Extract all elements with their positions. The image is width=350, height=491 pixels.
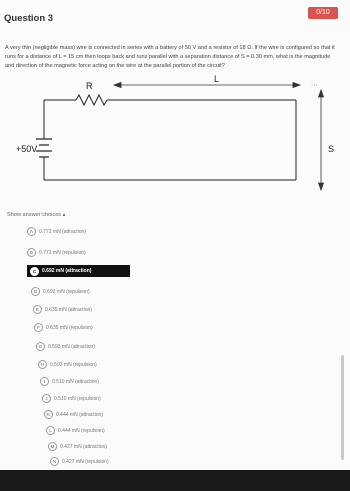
battery-symbol	[36, 135, 52, 163]
choice-text: 0.427 mN (repulsion)	[62, 458, 109, 465]
separation-label: S	[328, 144, 335, 154]
scrollbar[interactable]	[341, 355, 344, 460]
choice-letter-badge: A	[27, 227, 36, 236]
choice-text: 0.772 mN (attraction)	[39, 228, 86, 235]
battery-label: +50V	[16, 144, 38, 154]
answer-choice-i[interactable]	[40, 377, 99, 386]
answer-choice-l[interactable]	[46, 426, 105, 435]
choice-letter-badge: N	[50, 457, 59, 466]
choice-text: 0.593 mN (repulsion)	[50, 361, 97, 368]
answer-choice-h[interactable]	[38, 360, 97, 369]
answer-choice-e[interactable]	[33, 305, 92, 314]
answer-choice-b[interactable]	[27, 248, 86, 257]
choice-text: 0.593 mN (attraction)	[48, 343, 95, 350]
choice-letter-badge: C	[30, 267, 39, 276]
choice-letter-badge: D	[31, 287, 40, 296]
length-arrow	[114, 83, 300, 88]
answer-choice-d[interactable]	[31, 287, 90, 296]
length-label: L	[214, 74, 220, 84]
answer-choice-g[interactable]	[36, 342, 95, 351]
choice-letter-badge: F	[34, 323, 43, 332]
answer-choice-n[interactable]	[50, 457, 109, 466]
choice-text: 0.772 mN (repulsion)	[39, 249, 86, 256]
choice-text: 0.692 mN (attraction)	[42, 268, 92, 274]
choice-letter-badge: H	[38, 360, 47, 369]
dots-label: ···	[311, 82, 318, 89]
answer-choice-f[interactable]	[34, 323, 93, 332]
choice-text: 0.635 mN (repulsion)	[46, 324, 93, 331]
choice-letter-badge: M	[48, 442, 57, 451]
resistor-label: R	[86, 81, 93, 91]
choice-letter-badge: J	[42, 394, 51, 403]
choice-text: 0.510 mN (repulsion)	[54, 395, 101, 402]
separation-arrow	[319, 90, 324, 190]
choice-text: 0.427 mN (attraction)	[60, 443, 107, 450]
choice-text: 0.510 mN (attraction)	[52, 378, 99, 385]
circuit-wires	[44, 95, 296, 180]
question-text: A very thin (negligible mass) wire is connected in series with a battery of 50 V and a resistor of 18 Ω. If the wire is configured so that it runs for a distance of L = 15 cm then loops back and runs parallel with a separation distance of S = 0.30 mm, what is the magnitude and direction of the magnetic force acting on the wire at the parallel portion of the circuit?	[5, 45, 335, 69]
choice-letter-badge: K	[44, 410, 53, 419]
choice-text: 0.444 mN (repulsion)	[58, 427, 105, 434]
choice-text: 0.444 mN (attraction)	[56, 411, 103, 418]
choice-text: 0.635 mN (attraction)	[45, 306, 92, 313]
circuit-diagram	[0, 73, 350, 198]
choice-letter-badge: G	[36, 342, 45, 351]
answer-choice-c[interactable]	[27, 265, 130, 277]
show-answer-choices-toggle[interactable]: Show answer choices ▴	[7, 212, 66, 218]
score-badge: 0/10	[308, 7, 338, 19]
choice-letter-badge: E	[33, 305, 42, 314]
answer-choice-j[interactable]	[42, 394, 101, 403]
question-title: Question 3	[4, 13, 54, 24]
choice-text: 0.692 mN (repulsion)	[43, 288, 90, 295]
answer-choice-a[interactable]	[27, 227, 86, 236]
answer-choice-m[interactable]	[48, 442, 107, 451]
choice-letter-badge: L	[46, 426, 55, 435]
choice-letter-badge: B	[27, 248, 36, 257]
choice-letter-badge: I	[40, 377, 49, 386]
answer-choice-k[interactable]	[44, 410, 103, 419]
